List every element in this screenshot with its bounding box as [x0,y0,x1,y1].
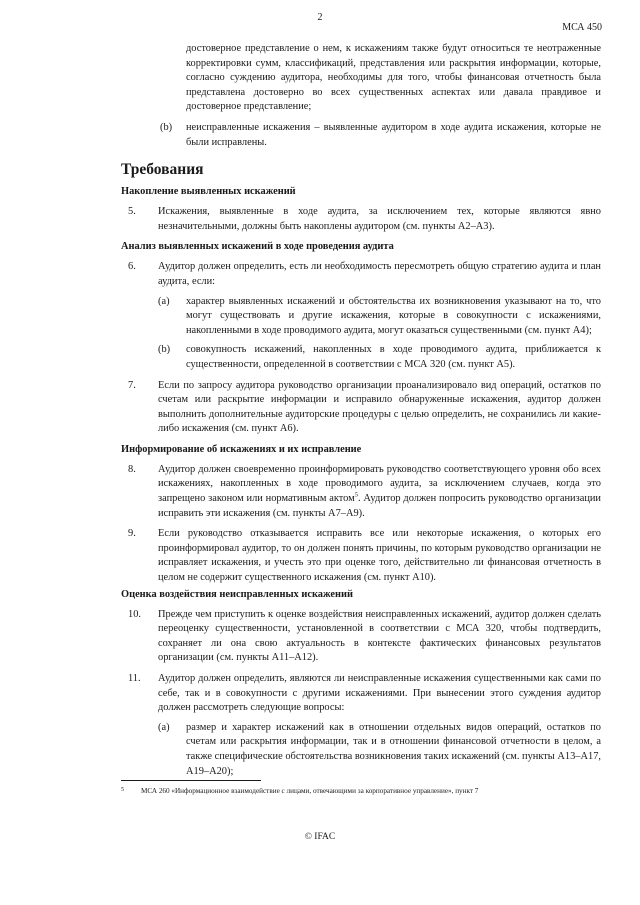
heading-evaluation: Оценка воздействия неисправленных искажений [121,588,353,600]
intro-continuation: достоверное представление о нем, к искажениям также будут относиться те неотраженные корректировки сумм, классификаций, представления или раскрытия информации, которые, согласно суждению аудитора, необходимы для того, чтобы финансовая отчетность была представлена достоверно во всех существенных аспектах или давала правдивое и достоверное представление; [186,43,601,113]
heading-analysis: Анализ выявленных искажений в ходе проведения аудита [121,241,394,253]
paragraph-number: 8. [128,463,136,475]
paragraph-number: 6. [128,261,136,273]
paragraph-text [158,463,601,521]
intro-item-b [0,121,640,150]
item-label: (b) [160,121,173,133]
paragraph-6 [0,260,640,289]
paragraph-6a [0,295,640,339]
paragraph-number: 10. [128,608,141,620]
paragraph-5 [0,205,640,234]
paragraph-6b [0,343,640,372]
item-text: совокупность искажений, накопленных в ходе проводимого аудита, приближается к существенности, определенной в соответствии с МСА 320 (см. пункт А5). [186,344,601,370]
paragraph-number: 7. [128,379,136,391]
footnote [121,786,601,796]
page-content [0,42,640,779]
paragraph-11 [0,672,640,716]
copyright-footer: © IFAC [304,832,336,842]
paragraph-text: Аудитор должен определить, есть ли необходимость пересмотреть общую стратегию аудита и план аудита, если: [158,261,601,287]
document-code: МСА 450 [562,22,602,33]
paragraph-number: 5. [128,206,136,218]
paragraph-text-before: Аудитор должен своевременно проинформировать руководство соответствующего уровня обо всех искажениях, накопленных в ходе проводимого аудита, за исключением случаев, когда это запрещено законом или нормативным актом [158,463,601,505]
paragraph-number: 11. [128,673,141,684]
heading-communication: Информирование об искажениях и их исправление [121,443,362,455]
footnote-mark: 5 [121,787,124,793]
page-number: 2 [317,12,323,23]
item-label: (a) [158,295,170,307]
footnote-reference[interactable]: 5 [354,491,358,499]
paragraph-7 [0,379,640,437]
paragraph-number: 9. [128,528,136,540]
item-label: (a) [158,721,170,733]
paragraph-9 [0,527,640,585]
paragraph-text-after: . Аудитор должен попросить руководство организации исправить эти искажения (см. пункты А7–А9). [158,493,601,519]
paragraph-8 [0,463,640,521]
heading-accumulation: Накопление выявленных искажений [121,186,296,198]
paragraph-text: Если по запросу аудитора руководство организации проанализировало вид операций, остатков по счетам или раскрытие информации и исправило обнаруженные искажения, аудитор должен выполнить дополнительные аудиторские процедуры с целью определить, не сохранились ли какие-либо искажения (см. пункт А6). [158,379,601,435]
footnote-text: МСА 260 «Информационное взаимодействие с лицами, отвечающими за корпоративное управление», пункт 7 [141,787,479,795]
paragraph-11a [0,721,640,779]
paragraph-10 [0,608,640,666]
item-text: характер выявленных искажений и обстоятельства их возникновения указывают на то, что могут существовать и другие искажения, которые в совокупности с искажениями, накопленными в ходе проводимого аудита, могут оказаться существенными (см. пункт А4); [186,295,601,336]
section-title-requirements: Требования [121,161,204,179]
item-text: неисправленные искажения – выявленные аудитором в ходе аудита искажения, которые не были исправлены. [186,121,601,148]
paragraph-text: Если руководство отказывается исправить все или некоторые искажения, о которых его проинформировал аудитор, то он должен понять причины, по которым руководство организации не исправляет искажения, и учесть это при оценке того, действительно ли финансовая отчетность в целом не содержит существенного искажения (см. пункт А10). [158,528,601,584]
footnote-divider [121,780,261,781]
paragraph-text: Искажения, выявленные в ходе аудита, за исключением тех, которые являются явно незначительными, должны быть накоплены аудитором (см. пункты А2–А3). [158,206,601,232]
paragraph-text: Прежде чем приступить к оценке воздействия неисправленных искажений, аудитор должен сделать переоценку существенности, установленной в соответствии с МСА 320, чтобы подтвердить, сохраняет ли она свою актуальность в контексте фактических финансовых результатов организации (см. пункты А11–А12). [158,608,601,664]
item-text: размер и характер искажений как в отношении отдельных видов операций, остатков по счетам или раскрытия информации, так и в отношении финансовой отчетности в целом, а также специфические обстоятельства возникновения таких искажений (см. пункты А13–А17, А19–А20); [186,721,601,777]
paragraph-text: Аудитор должен определить, являются ли неисправленные искажения существенными как сами по себе, так и в совокупности с другими искажениями. При вынесении этого суждения аудитор должен рассмотреть следующие вопросы: [158,673,601,714]
item-label: (b) [158,344,171,356]
